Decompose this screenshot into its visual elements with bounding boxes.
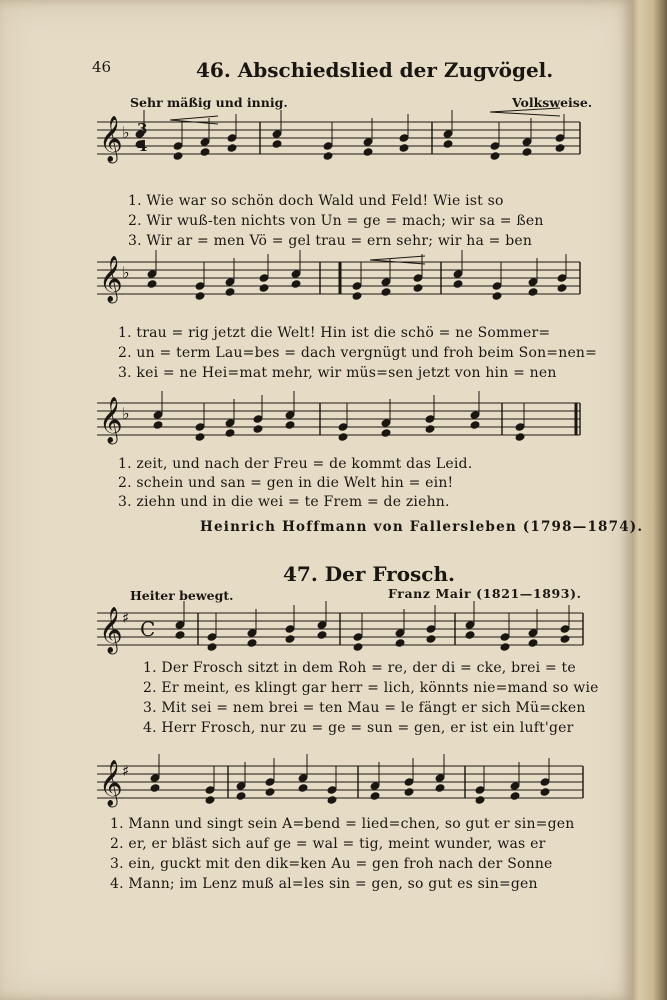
song46-staff-1-note [398, 143, 409, 153]
song46-staff-1-note [322, 151, 333, 161]
song46-sys2-verse2: 2. un = term Lau=bes = dach vergnügt und froh beim Son=nen= [118, 345, 598, 361]
song46-staff-1-note [442, 139, 453, 149]
song46-staff-2-note [194, 291, 205, 301]
song47-staff-1-note [499, 642, 510, 652]
song47-sys2-verse3: 3. ein, guckt mit den dik=ken Au = gen froh nach der Sonne [110, 856, 553, 872]
song47-sys1-verse2: 2. Er meint, es klingt gar herr = lich, könnts nie=mand so wie [143, 680, 599, 696]
song46-sys3-verse3: 3. ziehn und in die wei = te Frem = de ziehn. [118, 494, 450, 510]
song46-staff-2-note [146, 279, 157, 289]
song46-staff-2-clef: 𝄞 [99, 256, 123, 302]
song46-staff-1-note [226, 143, 237, 153]
song46-staff-3-note [469, 420, 480, 430]
song47-staff-1-note [316, 630, 327, 640]
song46-staff-2-note [224, 287, 235, 297]
song46-staff-2-note [412, 283, 423, 293]
song47-staff-2-note [235, 791, 246, 801]
song46-sys3-verse1: 1. zeit, und nach der Freu = de kommt das Leid. [118, 456, 473, 472]
song46-staff-3-clef: 𝄞 [99, 397, 123, 443]
flat-sign: ♭ [122, 123, 130, 142]
song47-staff-1-note [246, 638, 257, 648]
song47-staff-2-note [264, 787, 275, 797]
page-number: 46 [92, 58, 112, 76]
song47-staff-2-note [539, 787, 550, 797]
sharp-sign: ♯ [122, 762, 130, 780]
time-signature-top: 3 [137, 120, 148, 138]
song47-sys2-verse1: 1. Mann und singt sein A=bend = lied=chen, so gut er sin=gen [110, 816, 575, 832]
sharp-sign: ♯ [122, 609, 130, 627]
song46-staff-2-note [452, 279, 463, 289]
song46-staff-1-note [271, 139, 282, 149]
song46-title: 46. Abschiedslied der Zugvögel. [196, 58, 554, 82]
song46-credit: Heinrich Hoffmann von Fallersleben (1798—1874). [200, 519, 644, 535]
song47-staff-2-note [204, 795, 215, 805]
song46-staff-1-note [521, 147, 532, 157]
song47-staff-1-note [464, 630, 475, 640]
song46-tempo: Sehr mäßig und innig. [130, 95, 288, 110]
song47-composer: Franz Mair (1821—1893). [388, 586, 582, 601]
song47-staff-2-note [297, 783, 308, 793]
song46-sys1-verse3: 3. Wir ar = men Vö = gel trau = ern sehr; wir ha = ben [128, 233, 533, 249]
song46-staff-2-note [527, 287, 538, 297]
song47-staff-2-note [369, 791, 380, 801]
song47-sys1-verse4: 4. Herr Frosch, nur zu = ge = sun = gen, er ist ein luft'ger [143, 720, 574, 736]
song47-sys2-verse2: 2. er, er bläst sich auf ge = wal = tig, meint wunder, was er [110, 836, 546, 852]
time-signature-bottom: 4 [137, 137, 148, 155]
song46-sys1-verse2: 2. Wir wuß-ten nichts von Un = ge = mach; wir sa = ßen [128, 213, 544, 229]
song46-staff-3-note [284, 420, 295, 430]
decrescendo-mark [490, 108, 560, 116]
song46-staff-1-note [489, 151, 500, 161]
song46-staff-3-note [224, 428, 235, 438]
song46-staff-2-note [258, 283, 269, 293]
song47-staff-2-clef: 𝄞 [99, 760, 123, 806]
song46-sys2-verse3: 3. kei = ne Hei=mat mehr, wir müs=sen jetzt von hin = nen [118, 365, 557, 381]
song47-staff-1-note [206, 642, 217, 652]
song46-staff-1-note [554, 143, 565, 153]
song46-staff-2-note [290, 279, 301, 289]
song47-staff-2-note [509, 791, 520, 801]
song46-staff-1-note [362, 147, 373, 157]
song47-staff-1-note [394, 638, 405, 648]
song46-staff-3-note [514, 432, 525, 442]
song47-staff-1-note [527, 638, 538, 648]
song46-staff-2-note [556, 283, 567, 293]
song46-staff-3-note [424, 424, 435, 434]
song46-sys3-verse2: 2. schein und san = gen in die Welt hin = ein! [118, 475, 454, 491]
song47-staff-2-note [434, 783, 445, 793]
song46-staff-3-note [152, 420, 163, 430]
song46-staff-3-note [337, 432, 348, 442]
song47-staff-2-note [403, 787, 414, 797]
song46-staff-1-clef: 𝄞 [99, 116, 123, 162]
song46-sys2-verse1: 1. trau = rig jetzt die Welt! Hin ist die schö = ne Sommer= [118, 325, 551, 341]
song47-staff-1-note [174, 630, 185, 640]
song46-staff-2-note [380, 287, 391, 297]
song47-staff-1-clef: 𝄞 [99, 607, 123, 653]
song47-tempo: Heiter bewegt. [130, 588, 234, 603]
common-time-sign: C [140, 617, 156, 641]
song46-staff-1-note [199, 147, 210, 157]
flat-sign: ♭ [122, 404, 130, 423]
song46-staff-2-note [351, 291, 362, 301]
song47-staff-1-note [352, 642, 363, 652]
song46-sys1-verse1: 1. Wie war so schön doch Wald und Feld! Wie ist so [128, 193, 504, 209]
song47-title: 47. Der Frosch. [283, 562, 455, 586]
song46-staff-2-note [491, 291, 502, 301]
song46-source: Volksweise. [512, 95, 593, 110]
song47-staff-2-note [149, 783, 160, 793]
flat-sign: ♭ [122, 263, 130, 282]
song46-staff-1-note [172, 151, 183, 161]
song47-sys1-verse1: 1. Der Frosch sitzt in dem Roh = re, der di = cke, brei = te [143, 660, 576, 676]
song46-staff-3-note [252, 424, 263, 434]
song47-sys1-verse3: 3. Mit sei = nem brei = ten Mau = le fängt er sich Mü=cken [143, 700, 586, 716]
song46-staff-3-note [380, 428, 391, 438]
song47-staff-1-note [284, 634, 295, 644]
song46-staff-3-note [194, 432, 205, 442]
song47-sys2-verse4: 4. Mann; im Lenz muß al=les sin = gen, so gut es sin=gen [110, 876, 538, 892]
song47-staff-1-note [559, 634, 570, 644]
crescendo-mark-2 [370, 256, 425, 264]
crescendo-mark [170, 116, 218, 124]
song47-staff-2-note [326, 795, 337, 805]
song47-staff-1-note [425, 634, 436, 644]
song47-staff-2-note [474, 795, 485, 805]
